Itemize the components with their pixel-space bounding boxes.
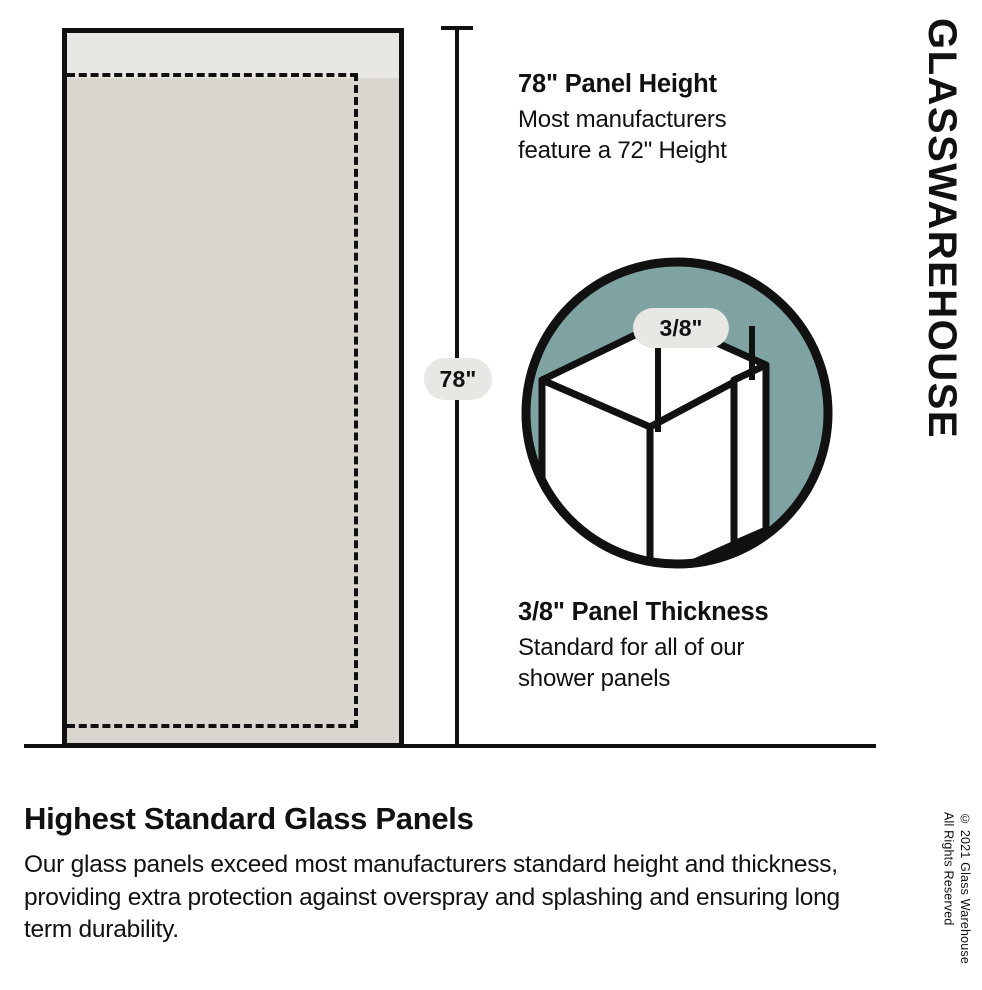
glass-panel-dashed-reference — [67, 73, 358, 728]
copyright-line-2: All Rights Reserved — [941, 811, 956, 926]
callout-panel-thickness-line1: Standard for all of our — [518, 633, 745, 661]
dimension-label-height: 78" — [424, 358, 492, 400]
page-description: Our glass panels exceed most manufacturers standard height and thickness, providing extra protection against overspray and splashing and ensuring long term durability. — [24, 851, 840, 944]
copyright-line-1: © 2021 Glass Warehouse — [958, 811, 972, 964]
callout-panel-thickness — [518, 596, 898, 694]
brand-wordmark — [914, 18, 970, 618]
callout-panel-thickness-title: 3/8" Panel Thickness — [518, 598, 769, 626]
callout-panel-height-line2: feature a 72" Height — [518, 136, 727, 164]
brand-wordmark-text: GLASSWAREHOUSE — [920, 18, 964, 440]
thickness-badge: 3/8" — [633, 308, 729, 348]
thickness-illustration — [516, 252, 838, 574]
bottom-text-block — [24, 800, 876, 947]
dimension-cap-bottom — [24, 744, 876, 748]
copyright-block — [940, 812, 972, 964]
callout-panel-height-line1: Most manufacturers — [518, 105, 727, 133]
callout-panel-height-title: 78" Panel Height — [518, 70, 717, 98]
thickness-illustration-svg — [516, 252, 838, 574]
callout-panel-thickness-line2: shower panels — [518, 664, 671, 692]
callout-panel-height — [518, 68, 898, 166]
page-title: Highest Standard Glass Panels — [24, 801, 474, 836]
